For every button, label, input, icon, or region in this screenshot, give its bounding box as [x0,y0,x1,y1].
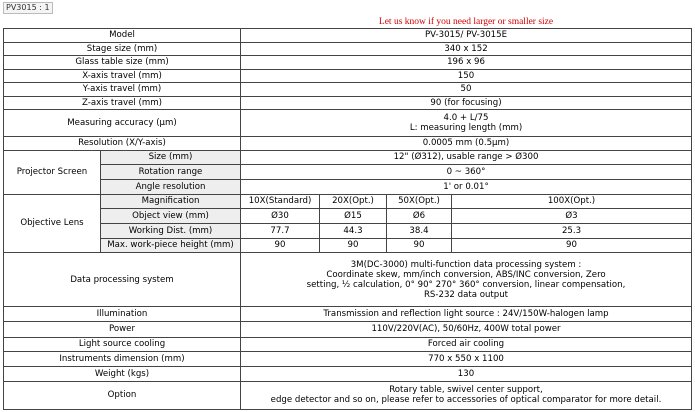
max-height-50x: 90 [387,238,452,253]
table-row [4,223,692,238]
weight-value: 130 [241,366,692,381]
object-view-10x: Ø30 [241,209,320,224]
model-value: PV-3015/ PV-3015E [241,29,692,43]
glass-table-label: Glass table size (mm) [4,56,241,70]
max-height-100x: 90 [452,238,692,253]
magnification-label: Magnification [101,194,241,209]
table-row [4,179,692,194]
max-height-label: Max. work-piece height (mm) [101,238,241,253]
table-row [4,110,692,137]
max-height-10x: 90 [241,238,320,253]
illumination-value: Transmission and reflection light source : 24V/150W-halogen lamp [241,307,692,322]
table-row [4,381,692,409]
power-label: Power [4,321,241,337]
size-note: Let us know if you need larger or smaller size [378,16,554,27]
stage-size-value: 340 x 152 [241,42,692,56]
working-dist-20x: 44.3 [320,223,387,238]
glass-table-value: 196 x 96 [241,56,692,70]
data-processing-line-2: Coordinate skew, mm/inch conversion, ABS/INC conversion, Zero [326,269,606,280]
table-row [4,194,692,209]
working-dist-label: Working Dist. (mm) [101,223,241,238]
rotation-range-label: Rotation range [101,165,241,180]
table-row [4,150,692,165]
object-view-20x: Ø15 [320,209,387,224]
table-row [4,366,692,381]
table-row [4,42,692,56]
accuracy-label: Measuring accuracy (µm) [4,110,241,137]
z-travel-label: Z-axis travel (mm) [4,96,241,110]
objective-lens-group: Objective Lens [4,194,101,253]
angle-resolution-value: 1' or 0.01° [241,179,692,194]
table-row [4,137,692,151]
z-travel-value: 90 (for focusing) [241,96,692,110]
image-caption: PV3015 : 1 [3,2,53,14]
table-row [4,238,692,253]
cooling-value: Forced air cooling [241,337,692,352]
table-row [4,165,692,180]
power-value: 110V/220V(AC), 50/60Hz, 400W total power [241,321,692,337]
weight-label: Weight (kgs) [4,366,241,381]
dimension-label: Instruments dimension (mm) [4,352,241,367]
table-row [4,321,692,337]
option-line-1: Rotary table, swivel center support, [389,385,543,396]
magnification-20x: 20X(Opt.) [320,194,387,209]
x-travel-value: 150 [241,69,692,83]
object-view-label: Object view (mm) [101,209,241,224]
x-travel-label: X-axis travel (mm) [4,69,241,83]
table-row [4,337,692,352]
accuracy-value [241,110,692,137]
magnification-50x: 50X(Opt.) [387,194,452,209]
accuracy-line-2: L: measuring length (mm) [409,123,523,134]
table-row [4,83,692,97]
data-processing-line-3: setting, ½ calculation, 0° 90° 270° 360° conversion, linear compensation, [306,279,626,290]
magnification-100x: 100X(Opt.) [452,194,692,209]
dimension-value: 770 x 550 x 1100 [241,352,692,367]
resolution-label: Resolution (X/Y-axis) [4,137,241,151]
option-label: Option [4,381,241,409]
angle-resolution-label: Angle resolution [101,179,241,194]
note-row [4,15,692,29]
option-line-2: edge detector and so on, please refer to accessories of optical comparator for more detail. [270,395,662,406]
y-travel-label: Y-axis travel (mm) [4,83,241,97]
data-processing-line-1: 3M(DC-3000) multi-function data processing system : [350,259,582,270]
table-row [4,96,692,110]
table-row [4,253,692,307]
screen-size-label: Size (mm) [101,150,241,165]
table-row [4,69,692,83]
object-view-100x: Ø3 [452,209,692,224]
working-dist-10x: 77.7 [241,223,320,238]
table-row [4,307,692,322]
screen-size-value: 12" (Ø312), usable range > Ø300 [241,150,692,165]
accuracy-line-1: 4.0 + L/75 [443,113,489,124]
y-travel-value: 50 [241,83,692,97]
working-dist-100x: 25.3 [452,223,692,238]
data-processing-line-4: RS-232 data output [423,289,509,300]
table-row [4,209,692,224]
object-view-50x: Ø6 [387,209,452,224]
table-row [4,29,692,43]
working-dist-50x: 38.4 [387,223,452,238]
projector-screen-group: Projector Screen [4,150,101,194]
max-height-20x: 90 [320,238,387,253]
magnification-10x: 10X(Standard) [241,194,320,209]
illumination-label: Illumination [4,307,241,322]
data-processing-label: Data processing system [4,253,241,307]
option-value [241,381,692,409]
cooling-label: Light source cooling [4,337,241,352]
stage-size-label: Stage size (mm) [4,42,241,56]
model-label: Model [4,29,241,43]
data-processing-value [241,253,692,307]
spec-table [3,15,692,410]
table-row [4,352,692,367]
table-row [4,56,692,70]
resolution-value: 0.0005 mm (0.5µm) [241,137,692,151]
rotation-range-value: 0 ~ 360° [241,165,692,180]
